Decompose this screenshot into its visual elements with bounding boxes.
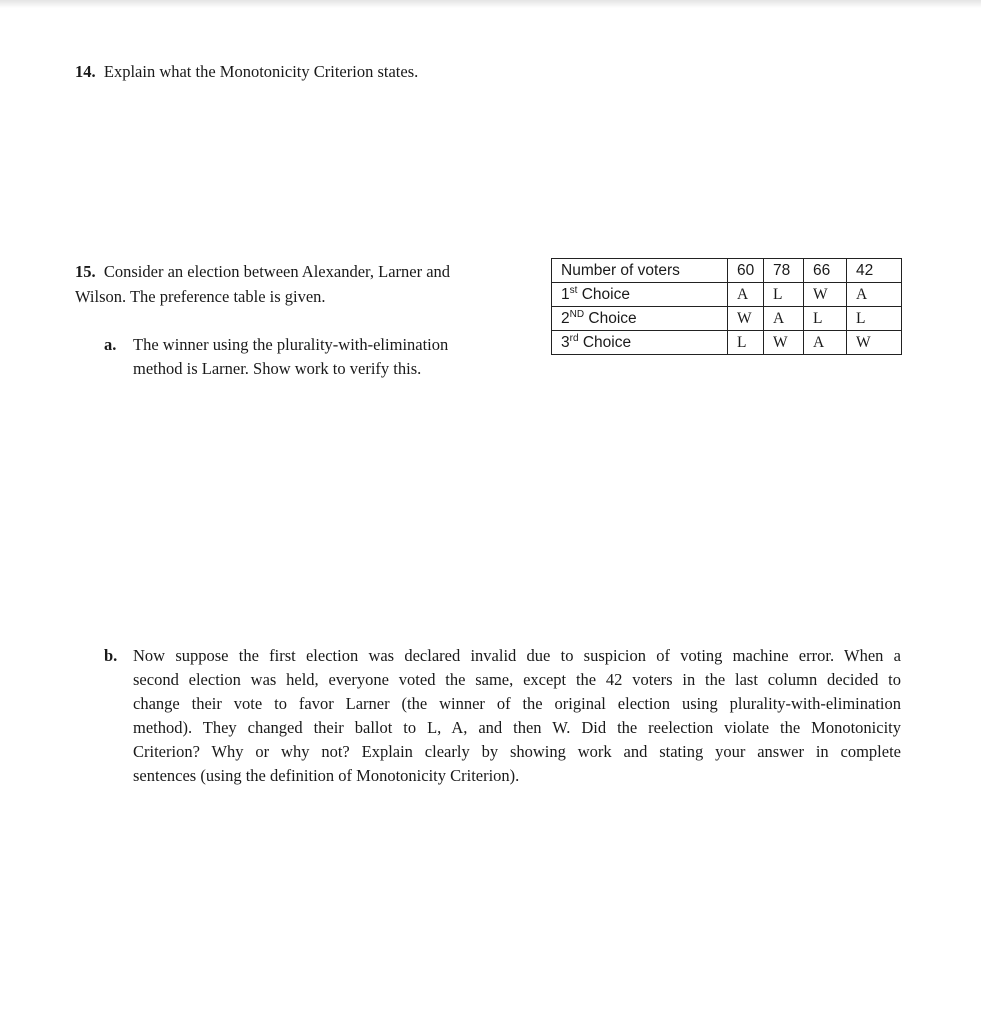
- row-label: 3rd Choice: [552, 331, 728, 355]
- cell: A: [764, 307, 804, 331]
- part-b-line: change their vote to favor Larner (the winner of the original election using plurality-with-elimination: [133, 694, 901, 713]
- cell: L: [764, 283, 804, 307]
- voter-count: 42: [847, 259, 902, 283]
- cell: W: [728, 307, 764, 331]
- part-b-line: method). They changed their ballot to L, A, and then W. Did the reelection violate the Monotonicity: [133, 718, 901, 737]
- part-a-line2: method is Larner. Show work to verify this.: [133, 359, 422, 378]
- table-row: [552, 307, 902, 331]
- table-row: [552, 283, 902, 307]
- table-header-row: [552, 259, 902, 283]
- row-label: 2ND Choice: [552, 307, 728, 331]
- question-text: Consider an election between Alexander, Larner and: [103, 262, 451, 281]
- cell: L: [804, 307, 847, 331]
- table-row: [552, 331, 902, 355]
- question-number: 15.: [75, 262, 96, 281]
- voter-count: 66: [804, 259, 847, 283]
- part-b-line: sentences (using the definition of Monotonicity Criterion).: [133, 766, 520, 785]
- part-b-line: Now suppose the first election was declared invalid due to suspicion of voting machine error. When a: [133, 646, 901, 665]
- header-label: Number of voters: [552, 259, 728, 283]
- cell: L: [728, 331, 764, 355]
- part-b-line: second election was held, everyone voted the same, except the 42 voters in the last column decided to: [133, 670, 901, 689]
- question-text: Explain what the Monotonicity Criterion states.: [103, 62, 419, 81]
- cell: L: [847, 307, 902, 331]
- top-shadow: [0, 0, 981, 8]
- voter-count: 78: [764, 259, 804, 283]
- cell: W: [804, 283, 847, 307]
- cell: A: [804, 331, 847, 355]
- preference-table: [551, 258, 902, 355]
- voter-count: 60: [728, 259, 764, 283]
- cell: W: [764, 331, 804, 355]
- cell: A: [728, 283, 764, 307]
- cell: A: [847, 283, 902, 307]
- question-number: 14.: [75, 62, 96, 81]
- question-15-line1: [75, 262, 450, 282]
- part-b-marker: b.: [104, 646, 118, 665]
- question-14: [75, 62, 418, 82]
- part-b-line: Criterion? Why or why not? Explain clearly by showing work and stating your answer in complete: [133, 742, 901, 761]
- cell: W: [847, 331, 902, 355]
- part-a-marker: a.: [104, 335, 117, 354]
- part-a-line1: The winner using the plurality-with-elimination: [133, 335, 449, 354]
- row-label: 1st Choice: [552, 283, 728, 307]
- question-15-line2: Wilson. The preference table is given.: [75, 287, 326, 306]
